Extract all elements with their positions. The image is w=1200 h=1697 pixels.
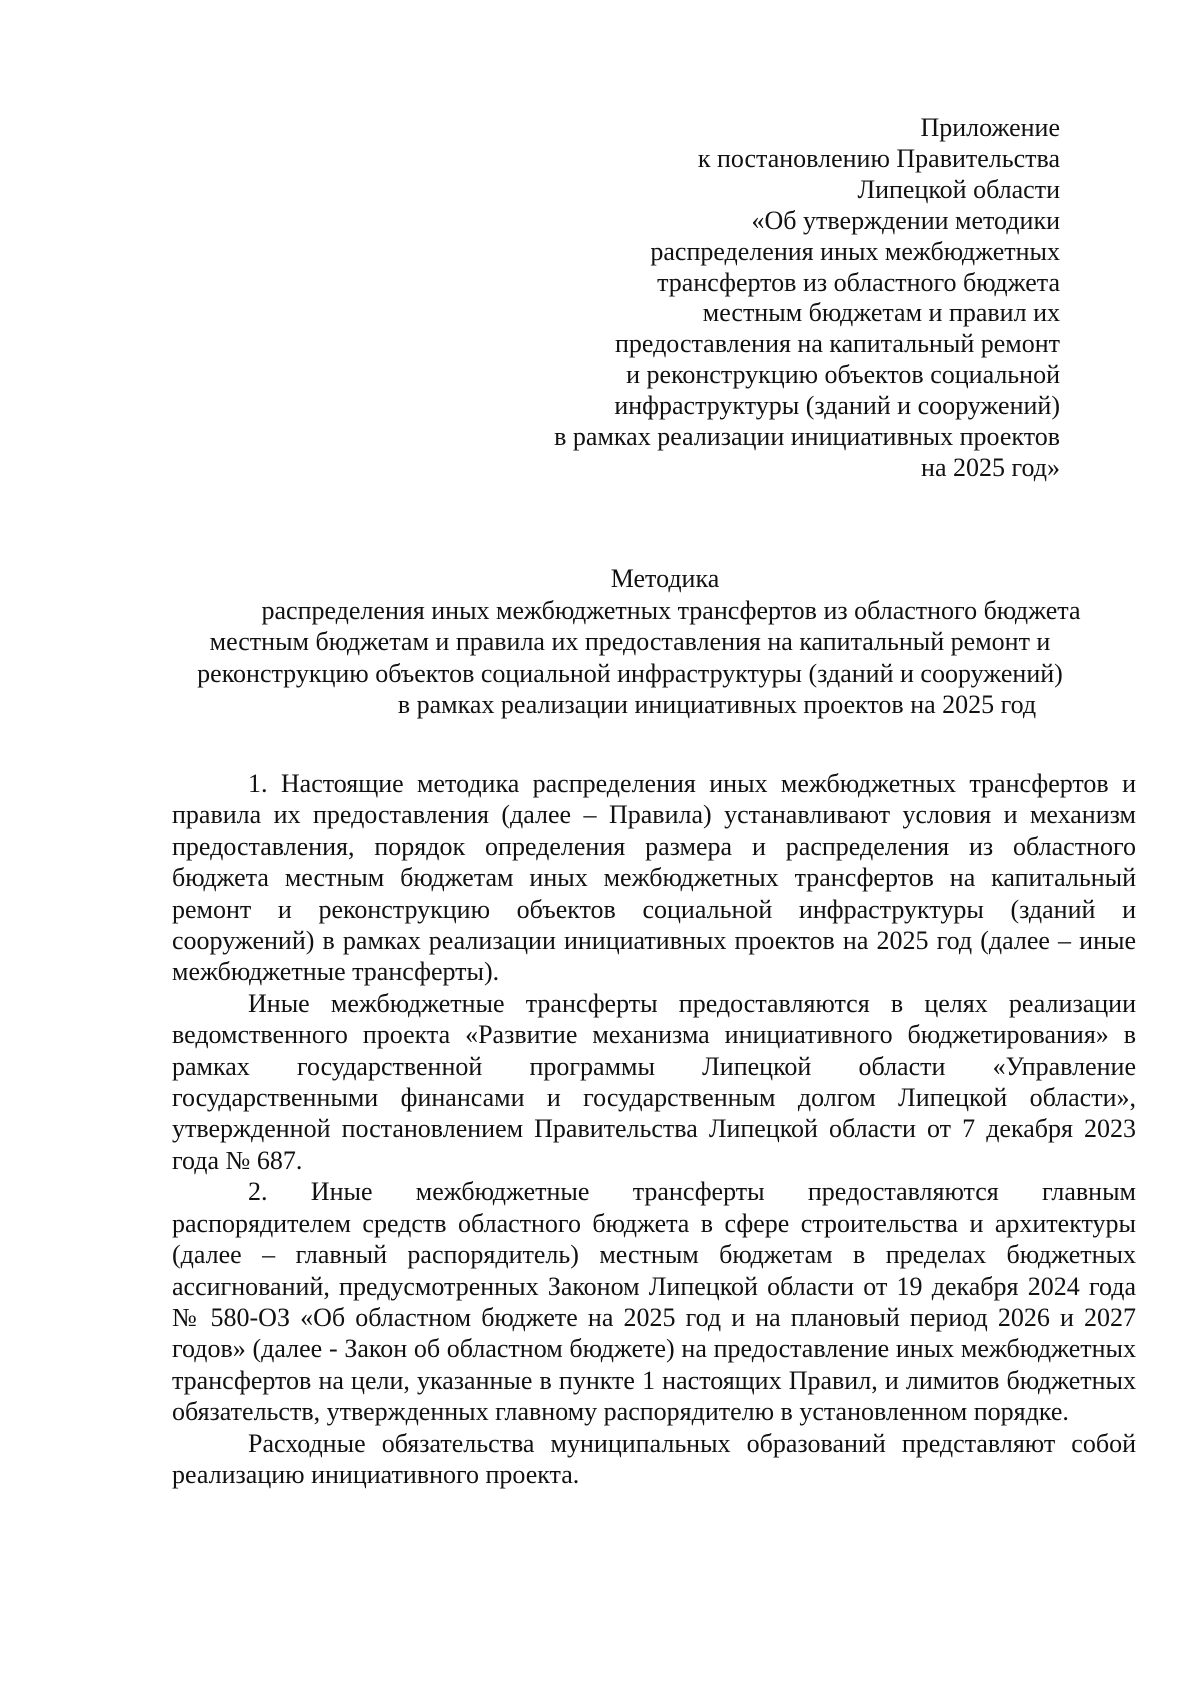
appendix-line: местным бюджетам и правил их: [702, 298, 1060, 328]
document-title: [150, 563, 1110, 721]
paragraph: Иные межбюджетные трансферты предоставляются в целях реализации ведомственного проекта «Развитие механизма инициативного бюджетирования» в рамках государственной программы Липецкой области «Управление государственными финансами и государственным долгом Липецкой области», утвержденной постановлением Правительства Липецкой области от 7 декабря 2023 года № 687.: [172, 988, 1136, 1175]
appendix-line: Липецкой области: [857, 174, 1060, 204]
appendix-line: «Об утверждении методики: [751, 205, 1060, 235]
document-body: [172, 768, 1136, 1490]
appendix-line: предоставления на капитальный ремонт: [614, 329, 1060, 359]
paragraph: 1. Настоящие методика распределения иных межбюджетных трансфертов и правила их предоставления (далее – Правила) устанавливают условия и механизм предоставления, порядок определения размера и распределения из областного бюджета местным бюджетам иных межбюджетных трансфертов на капитальный ремонт и реконструкцию объектов социальной инфраструктуры (зданий и сооружений) в рамках реализации инициативных проектов на 2025 год (далее – иные межбюджетные трансферты).: [172, 769, 1136, 987]
appendix-line: инфраструктуры (зданий и сооружений): [614, 391, 1060, 421]
paragraph: 2. Иные межбюджетные трансферты предоставляются главным распорядителем средств областного бюджета в сфере строительства и архитектуры (далее – главный распорядитель) местным бюджетам в пределах бюджетных ассигнований, предусмотренных Законом Липецкой области от 19 декабря 2024 года № 580-ОЗ «Об областном бюджете на 2025 год и на плановый период 2026 и 2027 годов» (далее - Закон об областном бюджете) на предоставление иных межбюджетных трансфертов на цели, указанные в пункте 1 настоящих Правил, и лимитов бюджетных обязательств, утвержденных главному распорядителю в установленном порядке.: [172, 1177, 1136, 1427]
title-heading: Методика: [610, 564, 720, 593]
appendix-line: к постановлению Правительства: [697, 143, 1060, 173]
title-line: в рамках реализации инициативных проектов на 2025 год: [397, 690, 1037, 719]
paragraph: Расходные обязательства муниципальных образований представляют собой реализацию инициативного проекта.: [172, 1428, 1136, 1489]
title-line: реконструкцию объектов социальной инфраструктуры (зданий и сооружений): [197, 658, 1063, 688]
title-line: местным бюджетам и правила их предоставления на капитальный ремонт и: [209, 627, 1051, 656]
appendix-line: и реконструкцию объектов социальной: [626, 360, 1060, 390]
appendix-line: в рамках реализации инициативных проектов: [554, 422, 1060, 452]
appendix-header: [440, 113, 1060, 484]
appendix-line: на 2025 год»: [921, 452, 1060, 482]
appendix-line: Приложение: [920, 113, 1060, 142]
title-line: распределения иных межбюджетных трансфертов из областного бюджета: [261, 595, 1081, 625]
appendix-line: трансфертов из областного бюджета: [657, 267, 1060, 297]
appendix-line: распределения иных межбюджетных: [650, 236, 1060, 266]
